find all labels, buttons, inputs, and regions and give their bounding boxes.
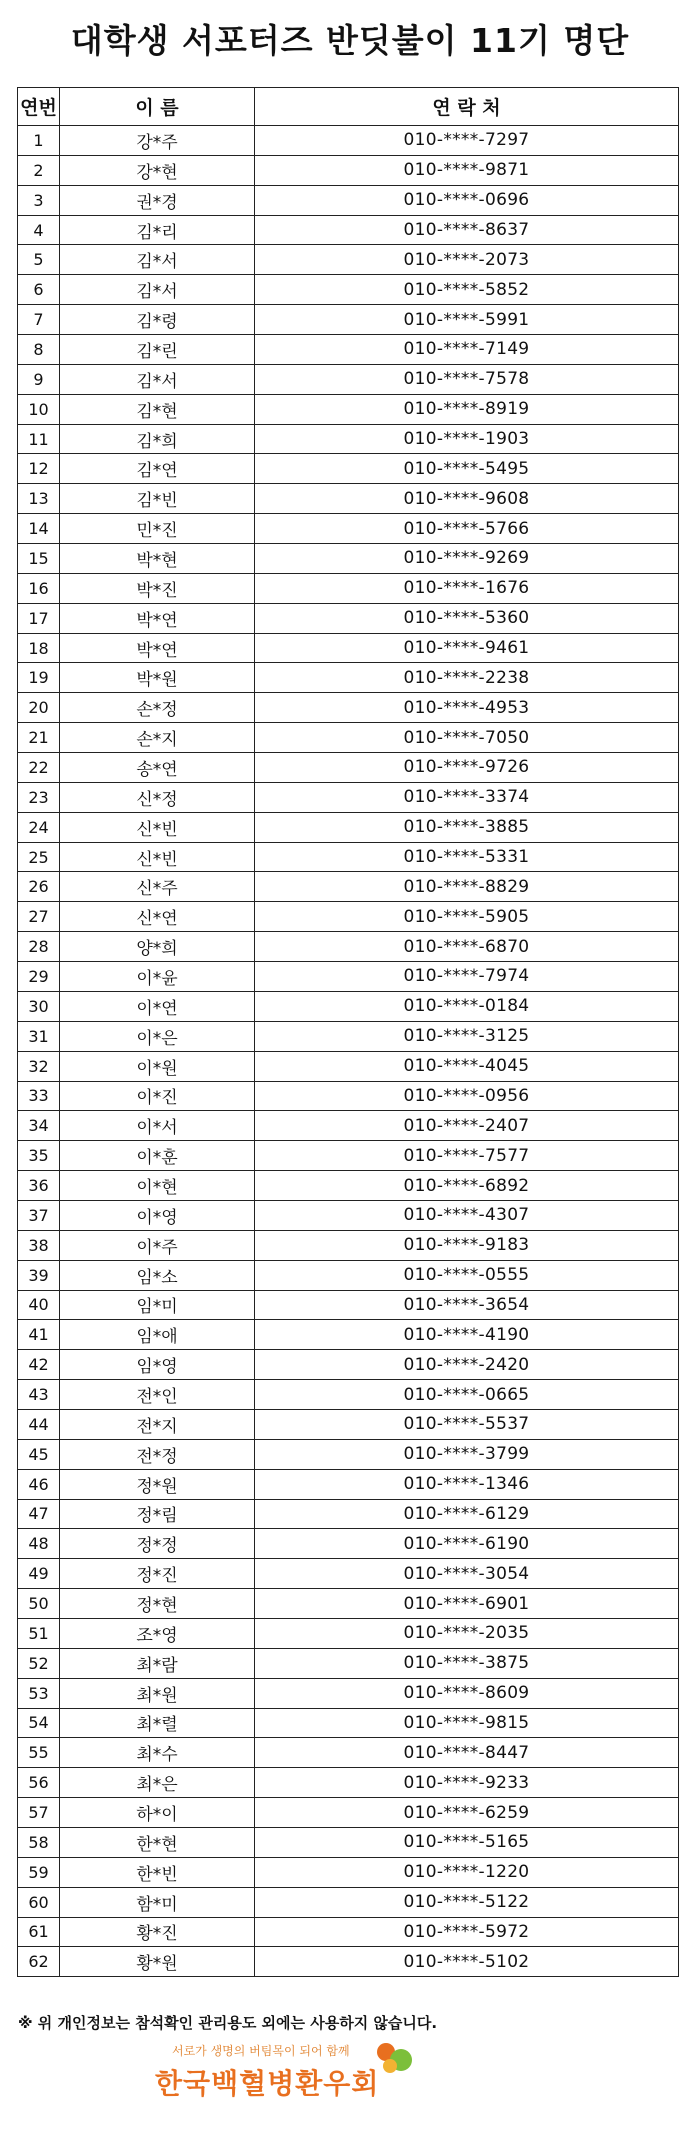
table-row <box>18 573 679 603</box>
row-number: 41 <box>18 1320 60 1350</box>
table-row <box>18 1469 679 1499</box>
page-title: 대학생 서포터즈 반딧불이 11기 명단 <box>70 21 630 60</box>
table-row <box>18 424 679 454</box>
member-name: 이*연 <box>60 991 255 1021</box>
table-row <box>18 1827 679 1857</box>
phone-number: 010-****-8447 <box>255 1738 679 1768</box>
table-row <box>18 842 679 872</box>
row-number: 11 <box>18 424 60 454</box>
member-name: 최*은 <box>60 1768 255 1798</box>
row-number: 44 <box>18 1409 60 1439</box>
phone-number: 010-****-7297 <box>255 126 679 156</box>
row-number: 27 <box>18 902 60 932</box>
row-number: 42 <box>18 1350 60 1380</box>
row-number: 31 <box>18 1021 60 1051</box>
member-name: 김*연 <box>60 454 255 484</box>
table-row <box>18 1021 679 1051</box>
member-name: 김*현 <box>60 394 255 424</box>
row-number: 39 <box>18 1260 60 1290</box>
phone-number: 010-****-0696 <box>255 185 679 215</box>
row-number: 59 <box>18 1857 60 1887</box>
member-name: 김*린 <box>60 335 255 365</box>
member-name: 민*진 <box>60 514 255 544</box>
table-row <box>18 215 679 245</box>
member-name: 함*미 <box>60 1887 255 1917</box>
table-row <box>18 335 679 365</box>
phone-number: 010-****-2407 <box>255 1111 679 1141</box>
row-number: 22 <box>18 753 60 783</box>
logo-slogan: 서로가 생명의 버팀목이 되어 함께 <box>172 2044 350 2058</box>
table-row <box>18 753 679 783</box>
row-number: 13 <box>18 484 60 514</box>
phone-number: 010-****-9871 <box>255 155 679 185</box>
phone-number: 010-****-0555 <box>255 1260 679 1290</box>
phone-number: 010-****-5905 <box>255 902 679 932</box>
member-name: 김*령 <box>60 305 255 335</box>
table-row <box>18 1171 679 1201</box>
row-number: 20 <box>18 693 60 723</box>
table-row <box>18 1857 679 1887</box>
phone-number: 010-****-6129 <box>255 1499 679 1529</box>
phone-number: 010-****-5331 <box>255 842 679 872</box>
row-number: 8 <box>18 335 60 365</box>
row-number: 7 <box>18 305 60 335</box>
member-name: 박*원 <box>60 663 255 693</box>
row-number: 25 <box>18 842 60 872</box>
member-name: 정*원 <box>60 1469 255 1499</box>
phone-number: 010-****-3125 <box>255 1021 679 1051</box>
member-name: 신*주 <box>60 872 255 902</box>
table-row <box>18 1111 679 1141</box>
phone-number: 010-****-9726 <box>255 753 679 783</box>
table-row <box>18 1589 679 1619</box>
row-number: 46 <box>18 1469 60 1499</box>
table-row <box>18 1409 679 1439</box>
phone-number: 010-****-5537 <box>255 1409 679 1439</box>
table-row <box>18 1290 679 1320</box>
member-name: 강*현 <box>60 155 255 185</box>
member-name: 이*주 <box>60 1230 255 1260</box>
phone-number: 010-****-5122 <box>255 1887 679 1917</box>
phone-number: 010-****-5766 <box>255 514 679 544</box>
phone-number: 010-****-9183 <box>255 1230 679 1260</box>
row-number: 18 <box>18 633 60 663</box>
phone-number: 010-****-1346 <box>255 1469 679 1499</box>
phone-number: 010-****-9461 <box>255 633 679 663</box>
table-row <box>18 1708 679 1738</box>
member-name: 신*연 <box>60 902 255 932</box>
row-number: 4 <box>18 215 60 245</box>
table-row <box>18 902 679 932</box>
member-name: 전*인 <box>60 1380 255 1410</box>
phone-number: 010-****-7974 <box>255 962 679 992</box>
row-number: 53 <box>18 1678 60 1708</box>
member-name: 강*주 <box>60 126 255 156</box>
member-name: 임*영 <box>60 1350 255 1380</box>
row-number: 48 <box>18 1529 60 1559</box>
table-row <box>18 932 679 962</box>
member-name: 이*현 <box>60 1171 255 1201</box>
table-row <box>18 454 679 484</box>
member-name: 전*정 <box>60 1439 255 1469</box>
phone-number: 010-****-9269 <box>255 544 679 574</box>
table-row <box>18 1887 679 1917</box>
member-name: 손*정 <box>60 693 255 723</box>
phone-number: 010-****-8609 <box>255 1678 679 1708</box>
row-number: 34 <box>18 1111 60 1141</box>
member-name: 이*은 <box>60 1021 255 1051</box>
table-row <box>18 514 679 544</box>
member-name: 김*리 <box>60 215 255 245</box>
member-name: 이*훈 <box>60 1141 255 1171</box>
row-number: 38 <box>18 1230 60 1260</box>
row-number: 29 <box>18 962 60 992</box>
clover-logo-icon <box>370 2040 420 2082</box>
table-row <box>18 245 679 275</box>
member-name: 전*지 <box>60 1409 255 1439</box>
table-row <box>18 155 679 185</box>
member-name: 이*윤 <box>60 962 255 992</box>
phone-number: 010-****-6259 <box>255 1798 679 1828</box>
table-row <box>18 1230 679 1260</box>
table-row <box>18 1559 679 1589</box>
row-number: 15 <box>18 544 60 574</box>
member-name: 최*렬 <box>60 1708 255 1738</box>
roster-table <box>17 87 679 1977</box>
row-number: 57 <box>18 1798 60 1828</box>
member-name: 이*영 <box>60 1200 255 1230</box>
table-row <box>18 305 679 335</box>
table-row <box>18 1917 679 1947</box>
member-name: 한*현 <box>60 1827 255 1857</box>
privacy-notice: ※ 위 개인정보는 참석확인 관리용도 외에는 사용하지 않습니다. <box>18 2014 438 2032</box>
phone-number: 010-****-5102 <box>255 1947 679 1977</box>
row-number: 61 <box>18 1917 60 1947</box>
member-name: 정*현 <box>60 1589 255 1619</box>
member-name: 최*수 <box>60 1738 255 1768</box>
row-number: 1 <box>18 126 60 156</box>
row-number: 21 <box>18 723 60 753</box>
phone-number: 010-****-8637 <box>255 215 679 245</box>
member-name: 신*빈 <box>60 812 255 842</box>
row-number: 40 <box>18 1290 60 1320</box>
phone-number: 010-****-9233 <box>255 1768 679 1798</box>
member-name: 임*소 <box>60 1260 255 1290</box>
table-row <box>18 364 679 394</box>
row-number: 37 <box>18 1200 60 1230</box>
row-number: 49 <box>18 1559 60 1589</box>
table-row <box>18 1081 679 1111</box>
table-row <box>18 1141 679 1171</box>
phone-number: 010-****-1220 <box>255 1857 679 1887</box>
table-row <box>18 1529 679 1559</box>
member-name: 정*림 <box>60 1499 255 1529</box>
row-number: 26 <box>18 872 60 902</box>
row-number: 14 <box>18 514 60 544</box>
member-name: 박*연 <box>60 603 255 633</box>
table-header-row <box>18 88 679 126</box>
header-name: 이 름 <box>60 88 255 126</box>
row-number: 60 <box>18 1887 60 1917</box>
phone-number: 010-****-7050 <box>255 723 679 753</box>
row-number: 33 <box>18 1081 60 1111</box>
row-number: 6 <box>18 275 60 305</box>
header-contact: 연 락 처 <box>255 88 679 126</box>
row-number: 23 <box>18 782 60 812</box>
row-number: 51 <box>18 1618 60 1648</box>
member-name: 이*원 <box>60 1051 255 1081</box>
row-number: 50 <box>18 1589 60 1619</box>
table-row <box>18 693 679 723</box>
member-name: 조*영 <box>60 1618 255 1648</box>
phone-number: 010-****-9608 <box>255 484 679 514</box>
member-name: 하*이 <box>60 1798 255 1828</box>
table-row <box>18 1768 679 1798</box>
phone-number: 010-****-6870 <box>255 932 679 962</box>
row-number: 54 <box>18 1708 60 1738</box>
table-row <box>18 1499 679 1529</box>
member-name: 정*정 <box>60 1529 255 1559</box>
table-row <box>18 1051 679 1081</box>
phone-number: 010-****-3654 <box>255 1290 679 1320</box>
row-number: 56 <box>18 1768 60 1798</box>
phone-number: 010-****-1676 <box>255 573 679 603</box>
row-number: 2 <box>18 155 60 185</box>
phone-number: 010-****-6892 <box>255 1171 679 1201</box>
member-name: 임*미 <box>60 1290 255 1320</box>
phone-number: 010-****-5495 <box>255 454 679 484</box>
table-row <box>18 1678 679 1708</box>
phone-number: 010-****-3885 <box>255 812 679 842</box>
member-name: 김*빈 <box>60 484 255 514</box>
phone-number: 010-****-5165 <box>255 1827 679 1857</box>
table-row <box>18 962 679 992</box>
phone-number: 010-****-6190 <box>255 1529 679 1559</box>
member-name: 황*진 <box>60 1917 255 1947</box>
row-number: 47 <box>18 1499 60 1529</box>
table-row <box>18 1648 679 1678</box>
table-row <box>18 603 679 633</box>
phone-number: 010-****-8829 <box>255 872 679 902</box>
phone-number: 010-****-4953 <box>255 693 679 723</box>
phone-number: 010-****-7578 <box>255 364 679 394</box>
row-number: 55 <box>18 1738 60 1768</box>
table-row <box>18 275 679 305</box>
table-row <box>18 1260 679 1290</box>
phone-number: 010-****-5360 <box>255 603 679 633</box>
member-name: 양*희 <box>60 932 255 962</box>
member-name: 최*람 <box>60 1648 255 1678</box>
member-name: 이*진 <box>60 1081 255 1111</box>
table-row <box>18 1738 679 1768</box>
header-number: 연번 <box>18 88 60 126</box>
phone-number: 010-****-2035 <box>255 1618 679 1648</box>
phone-number: 010-****-8919 <box>255 394 679 424</box>
table-row <box>18 394 679 424</box>
table-row <box>18 723 679 753</box>
member-name: 신*정 <box>60 782 255 812</box>
member-name: 김*서 <box>60 275 255 305</box>
member-name: 임*애 <box>60 1320 255 1350</box>
table-row <box>18 1618 679 1648</box>
row-number: 24 <box>18 812 60 842</box>
phone-number: 010-****-0184 <box>255 991 679 1021</box>
phone-number: 010-****-2073 <box>255 245 679 275</box>
member-name: 손*지 <box>60 723 255 753</box>
row-number: 12 <box>18 454 60 484</box>
table-row <box>18 1439 679 1469</box>
row-number: 52 <box>18 1648 60 1678</box>
phone-number: 010-****-5852 <box>255 275 679 305</box>
row-number: 32 <box>18 1051 60 1081</box>
phone-number: 010-****-3374 <box>255 782 679 812</box>
row-number: 58 <box>18 1827 60 1857</box>
row-number: 19 <box>18 663 60 693</box>
member-name: 김*희 <box>60 424 255 454</box>
member-name: 박*진 <box>60 573 255 603</box>
table-row <box>18 872 679 902</box>
row-number: 35 <box>18 1141 60 1171</box>
phone-number: 010-****-0665 <box>255 1380 679 1410</box>
table-row <box>18 1380 679 1410</box>
member-name: 최*원 <box>60 1678 255 1708</box>
phone-number: 010-****-5991 <box>255 305 679 335</box>
row-number: 45 <box>18 1439 60 1469</box>
table-row <box>18 1947 679 1977</box>
table-row <box>18 1320 679 1350</box>
phone-number: 010-****-1903 <box>255 424 679 454</box>
table-row <box>18 663 679 693</box>
member-name: 김*서 <box>60 364 255 394</box>
table-row <box>18 782 679 812</box>
logo-name: 한국백혈병환우회 <box>155 2067 380 2100</box>
row-number: 17 <box>18 603 60 633</box>
row-number: 28 <box>18 932 60 962</box>
member-name: 송*연 <box>60 753 255 783</box>
phone-number: 010-****-7577 <box>255 1141 679 1171</box>
table-row <box>18 544 679 574</box>
phone-number: 010-****-5972 <box>255 1917 679 1947</box>
row-number: 9 <box>18 364 60 394</box>
table-row <box>18 991 679 1021</box>
member-name: 한*빈 <box>60 1857 255 1887</box>
row-number: 36 <box>18 1171 60 1201</box>
member-name: 김*서 <box>60 245 255 275</box>
phone-number: 010-****-2420 <box>255 1350 679 1380</box>
table-row <box>18 1350 679 1380</box>
table-row <box>18 126 679 156</box>
table-row <box>18 1798 679 1828</box>
phone-number: 010-****-6901 <box>255 1589 679 1619</box>
table-row <box>18 185 679 215</box>
member-name: 권*경 <box>60 185 255 215</box>
member-name: 정*진 <box>60 1559 255 1589</box>
member-name: 신*빈 <box>60 842 255 872</box>
member-name: 이*서 <box>60 1111 255 1141</box>
member-name: 박*연 <box>60 633 255 663</box>
phone-number: 010-****-7149 <box>255 335 679 365</box>
roster-body <box>18 126 679 1977</box>
phone-number: 010-****-4190 <box>255 1320 679 1350</box>
member-name: 박*현 <box>60 544 255 574</box>
row-number: 43 <box>18 1380 60 1410</box>
row-number: 62 <box>18 1947 60 1977</box>
row-number: 10 <box>18 394 60 424</box>
row-number: 3 <box>18 185 60 215</box>
organization-logo <box>155 2040 455 2112</box>
phone-number: 010-****-0956 <box>255 1081 679 1111</box>
row-number: 16 <box>18 573 60 603</box>
phone-number: 010-****-3054 <box>255 1559 679 1589</box>
phone-number: 010-****-3799 <box>255 1439 679 1469</box>
table-row <box>18 633 679 663</box>
phone-number: 010-****-4307 <box>255 1200 679 1230</box>
member-name: 황*원 <box>60 1947 255 1977</box>
table-row <box>18 1200 679 1230</box>
table-row <box>18 812 679 842</box>
row-number: 30 <box>18 991 60 1021</box>
phone-number: 010-****-3875 <box>255 1648 679 1678</box>
table-row <box>18 484 679 514</box>
phone-number: 010-****-2238 <box>255 663 679 693</box>
phone-number: 010-****-9815 <box>255 1708 679 1738</box>
row-number: 5 <box>18 245 60 275</box>
phone-number: 010-****-4045 <box>255 1051 679 1081</box>
